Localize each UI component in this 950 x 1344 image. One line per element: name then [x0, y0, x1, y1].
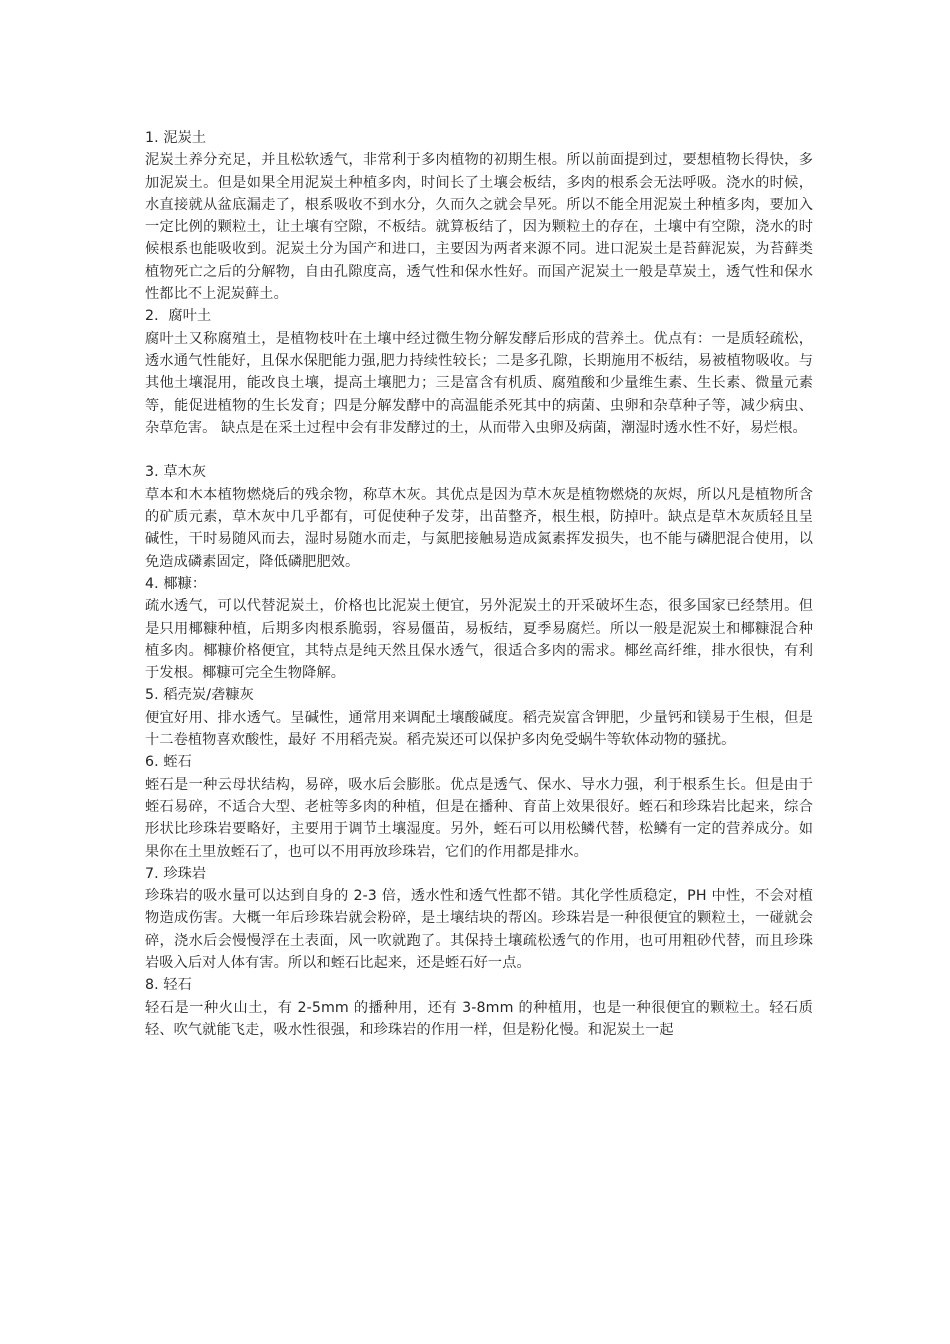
section-peat-soil [145, 127, 813, 305]
document-page [145, 127, 813, 1041]
section-leaf-mold [145, 305, 813, 439]
section-body: 珍珠岩的吸水量可以达到自身的 2-3 倍，透水性和透气性都不错。其化学性质稳定，PH 中性，不会对植物造成伤害。大概一年后珍珠岩就会粉碎，是土壤结块的帮凶。珍珠岩是一种很便宜的颗粒土，一碰就会碎，浇水后会慢慢浮在土表面，风一吹就跑了。其保持土壤疏松透气的作用，也可用粗砂代替，而且珍珠岩吸入后对人体有害。所以和蛭石比起来，还是蛭石好一点。 [145, 888, 813, 971]
section-body: 便宜好用、排水透气。呈碱性，通常用来调配土壤酸碱度。稻壳炭富含钾肥，少量钙和镁易于生根，但是十二卷植物喜欢酸性，最好 不用稻壳炭。稻壳炭还可以保护多肉免受蜗牛等软体动物的骚扰。 [145, 709, 813, 749]
section-vermiculite [145, 751, 813, 862]
section-heading: 2．腐叶土 [145, 308, 212, 325]
section-heading: 1. 泥炭土 [145, 130, 207, 146]
section-heading: 6. 蛭石 [145, 754, 192, 771]
section-body: 草本和木本植物燃烧后的残余物，称草木灰。其优点是因为草木灰是植物燃烧的灰烬，所以凡是植物所含的矿质元素，草木灰中几乎都有，可促使种子发芽，出苗整齐，根生根，防掉叶。缺点是草木灰质轻且呈碱性，干时易随风而去，湿时易随水而走，与氮肥接触易造成氮素挥发损失，也不能与磷肥混合使用，以免造成磷素固定，降低磷肥肥效。 [145, 486, 813, 570]
section-heading: 3. 草木灰 [145, 464, 207, 481]
blank-line [145, 439, 813, 461]
section-heading: 7. 珍珠岩 [145, 865, 207, 882]
section-body: 蛭石是一种云母状结构，易碎，吸水后会膨胀。优点是透气、保水、导水力强，利于根系生长。但是由于蛭石易碎，不适合大型、老桩等多肉的种植，但是在播种、育苗上效果很好。蛭石和珍珠岩比起来，综合形状比珍珠岩要略好，主要用于调节土壤湿度。另外，蛭石可以用松鳞代替，松鳞有一定的营养成分。如果你在土里放蛭石了，也可以不用再放珍珠岩，它们的作用都是排水。 [145, 776, 813, 860]
section-rice-husk-charcoal [145, 684, 813, 751]
section-body: 轻石是一种火山土，有 2-5mm 的播种用，还有 3-8mm 的种植用，也是一种很便宜的颗粒土。轻石质轻、吹气就能飞走，吸水性很强，和珍珠岩的作用一样，但是粉化慢。和泥炭土一起 [145, 999, 813, 1038]
section-body: 泥炭土养分充足，并且松软透气，非常利于多肉植物的初期生根。所以前面提到过，要想植物长得快，多加泥炭土。但是如果全用泥炭土种植多肉，时间长了土壤会板结，多肉的根系会无法呼吸。浇水的时候，水直接就从盆底漏走了，根系吸收不到水分，久而久之就会旱死。所以不能全用泥炭土种植多肉，要加入一定比例的颗粒土，让土壤有空隙，不板结。就算板结了，因为颗粒土的存在，土壤中有空隙，浇水的时候根系也能吸收到。泥炭土分为国产和进口，主要因为两者来源不同。进口泥炭土是苔藓泥炭，为苔藓类植物死亡之后的分解物，自由孔隙度高，透气性和保水性好。而国产泥炭土一般是草炭土，透气性和保水性都比不上泥炭藓土。 [145, 152, 813, 303]
section-plant-ash [145, 461, 813, 572]
section-coir [145, 573, 813, 684]
section-heading: 8. 轻石 [145, 977, 192, 994]
section-heading: 4. 椰糠： [145, 575, 207, 592]
section-body: 疏水透气，可以代替泥炭土，价格也比泥炭土便宜，另外泥炭土的开采破坏生态，很多国家已经禁用。但是只用椰糠种植，后期多肉根系脆弱，容易僵苗，易板结，夏季易腐烂。所以一般是泥炭土和椰糠混合种植多肉。椰糠价格便宜，其特点是纯天然且保水透气，很适合多肉的需求。椰丝高纤维，排水很快，有利于发根。椰糠可完全生物降解。 [145, 598, 813, 682]
section-pumice [145, 974, 813, 1041]
section-heading: 5. 稻壳炭/砻糠灰 [145, 687, 254, 704]
section-perlite [145, 863, 813, 974]
section-body: 腐叶土又称腐殖土，是植物枝叶在土壤中经过微生物分解发酵后形成的营养土。优点有：一是质轻疏松，透水通气性能好，且保水保肥能力强,肥力持续性较长；二是多孔隙，长期施用不板结，易被植物吸收。与其他土壤混用，能改良土壤，提高土壤肥力；三是富含有机质、腐殖酸和少量维生素、生长素、微量元素等，能促进植物的生长发育；四是分解发酵中的高温能杀死其中的病菌、虫卵和杂草种子等，减少病虫、杂草危害。 缺点是在采土过程中会有非发酵过的土，从而带入虫卵及病菌，潮湿时透水性不好，易烂根。 [145, 330, 813, 436]
